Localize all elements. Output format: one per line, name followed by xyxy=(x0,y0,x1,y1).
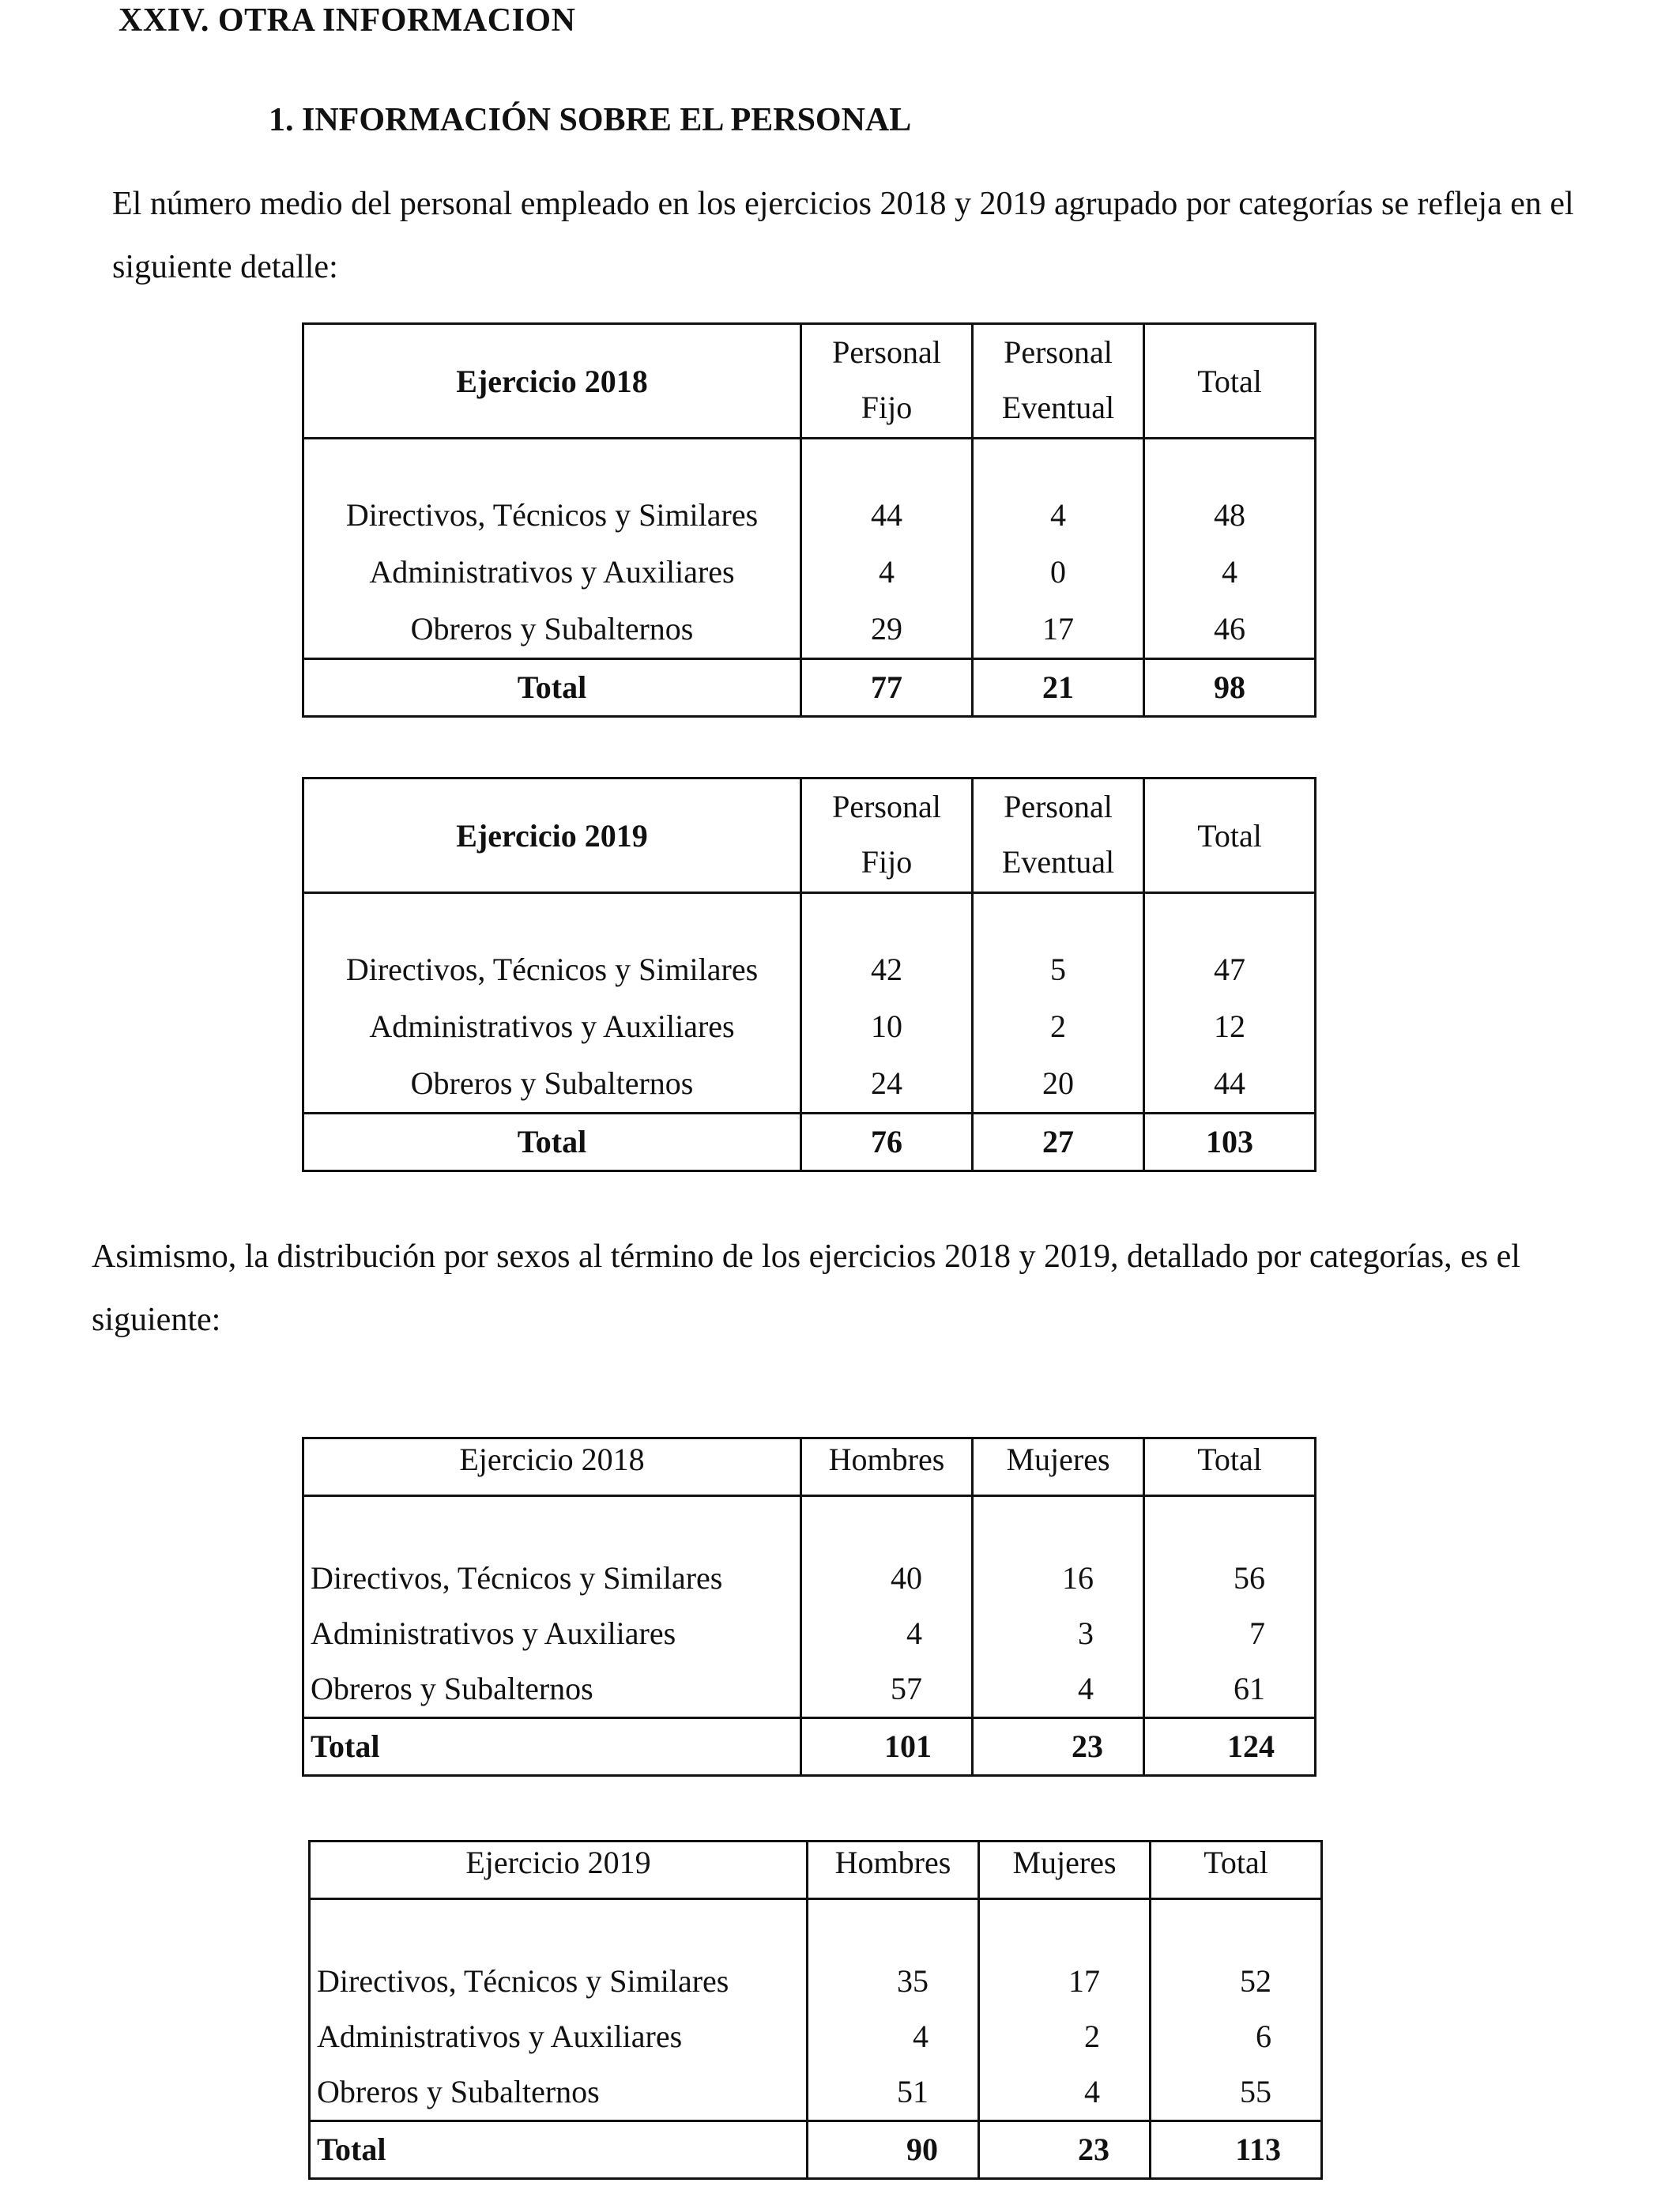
col-header-total: Total xyxy=(1144,778,1316,893)
table-total-row xyxy=(310,2121,1322,2179)
table-cell: 77 xyxy=(801,659,973,717)
table-row xyxy=(303,1551,1316,1606)
table-cell: Total xyxy=(303,1114,801,1171)
table-cell: 124 xyxy=(1144,1718,1316,1776)
col-header-total: Total xyxy=(1144,1438,1316,1496)
table-cell: Directivos, Técnicos y Similares xyxy=(303,941,801,998)
table-cell: Total xyxy=(303,659,801,717)
table-cell: 29 xyxy=(801,601,973,659)
sexos-table-2018 xyxy=(302,1437,1317,1777)
table-cell xyxy=(973,893,1144,942)
col-header-mujeres: Mujeres xyxy=(979,1842,1151,1899)
subsection-heading: 1. INFORMACIÓN SOBRE EL PERSONAL xyxy=(269,102,912,138)
table-cell xyxy=(303,1496,801,1551)
table-row xyxy=(303,601,1316,659)
table-cell: 44 xyxy=(801,487,973,544)
table-cell: 101 xyxy=(801,1718,973,1776)
col-header-mujeres: Mujeres xyxy=(973,1438,1144,1496)
distribution-paragraph: Asimismo, la distribución por sexos al término de los ejercicios 2018 y 2019, detallado por categorías, es el siguiente: xyxy=(92,1238,1520,1338)
header-text: Fijo xyxy=(861,844,913,880)
table-cell xyxy=(973,1496,1144,1551)
table-title: Ejercicio 2019 xyxy=(303,778,801,893)
table-cell xyxy=(303,439,801,488)
header-text: Eventual xyxy=(1001,390,1115,425)
table-row xyxy=(303,1055,1316,1114)
table-cell: 98 xyxy=(1144,659,1316,717)
table-cell: 76 xyxy=(801,1114,973,1171)
table-cell: 40 xyxy=(801,1551,973,1606)
table-header-row xyxy=(303,1438,1316,1496)
table-cell: Obreros y Subalternos xyxy=(303,1661,801,1718)
table-cell: 23 xyxy=(973,1718,1144,1776)
table-cell xyxy=(1151,1899,1322,1955)
table-cell: 7 xyxy=(1249,1615,1265,1651)
table-cell: 4 xyxy=(808,2009,979,2064)
table-cell: 23 xyxy=(979,2121,1151,2179)
table-cell: 4 xyxy=(1222,554,1237,590)
header-text: Fijo xyxy=(861,390,913,425)
table-cell: 4 xyxy=(801,1606,973,1661)
table-cell: 16 xyxy=(973,1551,1144,1606)
table-cell: 103 xyxy=(1144,1114,1316,1171)
table-cell: 10 xyxy=(801,998,973,1055)
table-cell: 6 xyxy=(1256,2019,1271,2054)
table-cell: 2 xyxy=(973,998,1144,1055)
table-total-row xyxy=(303,1718,1316,1776)
table-cell: 52 xyxy=(1240,1963,1271,1999)
section-heading: XXIV. OTRA INFORMACION xyxy=(119,2,576,39)
table-cell: 42 xyxy=(801,941,973,998)
table-cell: 44 xyxy=(1214,1065,1245,1101)
table-cell: 24 xyxy=(801,1055,973,1114)
table-cell xyxy=(1144,439,1316,488)
table-cell: 4 xyxy=(979,2064,1151,2121)
col-header-hombres: Hombres xyxy=(801,1438,973,1496)
table-row xyxy=(310,2064,1322,2121)
table-row xyxy=(303,487,1316,544)
header-text: Personal xyxy=(1004,789,1113,824)
table-cell xyxy=(808,1899,979,1955)
intro-paragraph: El número medio del personal empleado en los ejercicios 2018 y 2019 agrupado por categorías se refleja en el siguiente detalle: xyxy=(112,186,1574,285)
table-cell: Total xyxy=(310,2121,808,2179)
table-total-row xyxy=(303,659,1316,717)
table-cell xyxy=(973,439,1144,488)
col-header-eventual xyxy=(973,324,1144,439)
table-cell xyxy=(979,1899,1151,1955)
table-title: Ejercicio 2018 xyxy=(303,324,801,439)
table-row xyxy=(303,941,1316,998)
table-cell: Obreros y Subalternos xyxy=(303,601,801,659)
table-cell: 20 xyxy=(973,1055,1144,1114)
col-header-total: Total xyxy=(1151,1842,1322,1899)
table-cell: 5 xyxy=(973,941,1144,998)
table-cell: 27 xyxy=(973,1114,1144,1171)
table-cell: 4 xyxy=(973,487,1144,544)
table-cell: 3 xyxy=(973,1606,1144,1661)
table-row xyxy=(310,1954,1322,2009)
table-row xyxy=(310,2009,1322,2064)
table-cell: Administrativos y Auxiliares xyxy=(303,998,801,1055)
table-cell xyxy=(303,893,801,942)
col-header-hombres: Hombres xyxy=(808,1842,979,1899)
table-cell xyxy=(310,1899,808,1955)
table-cell: Directivos, Técnicos y Similares xyxy=(303,487,801,544)
table-header-row xyxy=(303,324,1316,439)
table-cell: Administrativos y Auxiliares xyxy=(303,1606,801,1661)
table-cell: Administrativos y Auxiliares xyxy=(303,544,801,601)
table-cell: 21 xyxy=(973,659,1144,717)
table-cell: 2 xyxy=(979,2009,1151,2064)
sexos-table-2019 xyxy=(308,1840,1323,2180)
table-row xyxy=(303,998,1316,1055)
personal-table-2018 xyxy=(302,322,1317,718)
table-cell: 61 xyxy=(1234,1671,1265,1706)
table-cell xyxy=(801,893,973,942)
table-cell: 55 xyxy=(1240,2074,1271,2109)
table-header-row xyxy=(303,778,1316,893)
header-text: Personal xyxy=(1004,334,1113,370)
table-cell xyxy=(801,439,973,488)
header-text: Personal xyxy=(832,334,941,370)
col-header-eventual xyxy=(973,778,1144,893)
table-cell: 56 xyxy=(1234,1560,1265,1596)
table-header-row xyxy=(310,1842,1322,1899)
table-row xyxy=(303,544,1316,601)
table-cell: 46 xyxy=(1214,611,1245,647)
table-cell: 57 xyxy=(801,1661,973,1718)
col-header-total: Total xyxy=(1144,324,1316,439)
table-cell: 90 xyxy=(808,2121,979,2179)
table-cell: 35 xyxy=(808,1954,979,2009)
table-row xyxy=(303,1606,1316,1661)
table-cell: Obreros y Subalternos xyxy=(310,2064,808,2121)
table-cell: 17 xyxy=(973,601,1144,659)
table-cell: 47 xyxy=(1214,952,1245,987)
table-cell xyxy=(801,1496,973,1551)
col-header-fijo xyxy=(801,324,973,439)
table-cell: 48 xyxy=(1214,497,1245,533)
table-cell: Directivos, Técnicos y Similares xyxy=(303,1551,801,1606)
table-cell: Total xyxy=(303,1718,801,1776)
table-cell xyxy=(1144,1496,1316,1551)
personal-table-2019 xyxy=(302,777,1317,1172)
table-cell: 17 xyxy=(979,1954,1151,2009)
col-header-fijo xyxy=(801,778,973,893)
table-cell: Obreros y Subalternos xyxy=(303,1055,801,1114)
table-cell: 51 xyxy=(808,2064,979,2121)
table-row xyxy=(303,1661,1316,1718)
table-cell: 0 xyxy=(973,544,1144,601)
table-cell: 4 xyxy=(973,1661,1144,1718)
table-cell: 4 xyxy=(801,544,973,601)
table-cell: 113 xyxy=(1151,2121,1322,2179)
table-total-row xyxy=(303,1114,1316,1171)
table-cell xyxy=(1144,893,1316,942)
header-text: Personal xyxy=(832,789,941,824)
table-cell: Directivos, Técnicos y Similares xyxy=(310,1954,808,2009)
table-cell: Administrativos y Auxiliares xyxy=(310,2009,808,2064)
table-cell: 12 xyxy=(1214,1008,1245,1044)
table-title: Ejercicio 2019 xyxy=(310,1842,808,1899)
table-title: Ejercicio 2018 xyxy=(303,1438,801,1496)
header-text: Eventual xyxy=(1001,844,1115,880)
